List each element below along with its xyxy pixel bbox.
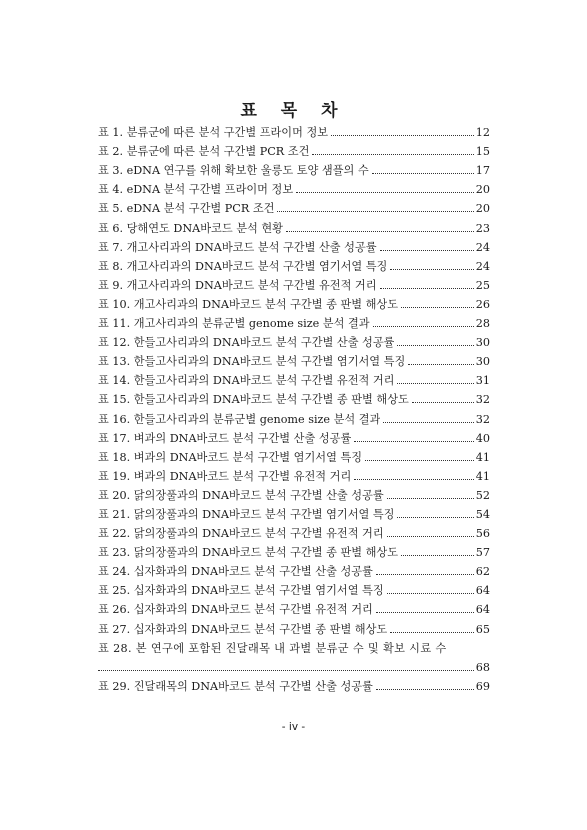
toc-entry-page: 20 <box>475 202 490 216</box>
page-number-footer: - iv - <box>281 721 306 733</box>
toc-entry-page: 64 <box>475 603 490 617</box>
dot-leader <box>397 382 473 384</box>
toc-entry-page: 68 <box>475 660 490 674</box>
toc-entry[interactable] <box>98 120 490 139</box>
toc-entry-page: 26 <box>475 297 490 311</box>
table-of-contents <box>98 120 490 693</box>
toc-entry[interactable] <box>98 139 490 158</box>
dot-leader <box>412 401 474 403</box>
toc-entry-label: 표 13. 한들고사리과의 DNA바코드 분석 구간별 염기서열 특징 <box>98 355 406 369</box>
toc-entry-page: 31 <box>475 374 490 388</box>
toc-entry[interactable] <box>98 426 490 445</box>
toc-entry-page: 15 <box>475 145 490 159</box>
toc-entry[interactable] <box>98 597 490 616</box>
toc-entry[interactable] <box>98 158 490 177</box>
toc-entry-page: 25 <box>475 278 490 292</box>
toc-entry-page: 69 <box>475 679 490 693</box>
dot-leader <box>387 592 474 594</box>
toc-entry[interactable] <box>98 502 490 521</box>
toc-entry-page: 40 <box>475 431 490 445</box>
toc-entry-label: 표 1. 분류군에 따른 분석 구간별 프라이머 정보 <box>98 126 329 140</box>
toc-entry[interactable] <box>98 406 490 425</box>
toc-entry-page: 52 <box>475 488 490 502</box>
toc-entry-page: 23 <box>475 221 490 235</box>
toc-entry-label: 표 21. 닭의장풀과의 DNA바코드 분석 구간별 염기서열 특징 <box>98 507 395 521</box>
toc-entry-page: 24 <box>475 259 490 273</box>
toc-entry-label: 표 27. 십자화과의 DNA바코드 분석 구간별 종 판별 해상도 <box>98 622 388 636</box>
toc-entry-label: 표 4. eDNA 분석 구간별 프라이머 정보 <box>98 183 294 197</box>
dot-leader <box>354 440 474 442</box>
toc-entry[interactable] <box>98 540 490 559</box>
toc-entry-label: 표 3. eDNA 연구를 위해 확보한 울릉도 토양 샘플의 수 <box>98 164 369 178</box>
toc-entry[interactable] <box>98 349 490 368</box>
toc-entry[interactable] <box>98 674 490 693</box>
toc-entry[interactable] <box>98 311 490 330</box>
toc-entry[interactable] <box>98 616 490 635</box>
dot-leader <box>387 535 474 537</box>
toc-entry-page: 54 <box>475 507 490 521</box>
toc-entry[interactable] <box>98 464 490 483</box>
toc-entry-label: 표 15. 한들고사리과의 DNA바코드 분석 구간별 종 판별 해상도 <box>98 393 409 407</box>
toc-entry-page: 57 <box>475 546 490 560</box>
toc-entry-label: 표 23. 닭의장풀과의 DNA바코드 분석 구간별 종 판별 해상도 <box>98 546 399 560</box>
dot-leader <box>277 210 473 212</box>
dot-leader <box>373 325 474 327</box>
dot-leader <box>380 249 474 251</box>
toc-entry[interactable] <box>98 254 490 273</box>
toc-entry-label: 표 14. 한들고사리과의 DNA바코드 분석 구간별 유전적 거리 <box>98 374 395 388</box>
toc-entry-label: 표 22. 닭의장풀과의 DNA바코드 분석 구간별 유전적 거리 <box>98 527 384 541</box>
toc-entry-page: 12 <box>475 126 490 140</box>
toc-entry-label: 표 8. 개고사리과의 DNA바코드 분석 구간별 염기서열 특징 <box>98 259 388 273</box>
toc-entry-label: 표 19. 벼과의 DNA바코드 분석 구간별 유전적 거리 <box>98 469 352 483</box>
toc-entry[interactable] <box>98 387 490 406</box>
dot-leader <box>380 287 474 289</box>
toc-entry-label: 표 11. 개고사리과의 분류군별 genome size 분석 결과 <box>98 317 370 331</box>
toc-entry-page: 62 <box>475 565 490 579</box>
toc-entry-page: 56 <box>475 527 490 541</box>
dot-leader <box>354 478 474 480</box>
dot-leader <box>397 516 473 518</box>
toc-entry-label: 표 18. 벼과의 DNA바코드 분석 구간별 염기서열 특징 <box>98 450 363 464</box>
dot-leader <box>376 573 474 575</box>
dot-leader <box>376 688 474 690</box>
toc-entry[interactable] <box>98 521 490 540</box>
toc-entry-label: 표 10. 개고사리과의 DNA바코드 분석 구간별 종 판별 해상도 <box>98 297 399 311</box>
toc-entry-label: 표 9. 개고사리과의 DNA바코드 분석 구간별 유전적 거리 <box>98 278 377 292</box>
toc-entry-label: 표 7. 개고사리과의 DNA바코드 분석 구간별 산출 성공률 <box>98 240 377 254</box>
page-title: 표 목 차 <box>240 101 347 121</box>
dot-leader <box>390 268 473 270</box>
toc-entry-page: 64 <box>475 584 490 598</box>
dot-leader <box>365 459 474 461</box>
toc-entry-page: 24 <box>475 240 490 254</box>
toc-entry-page: 41 <box>475 469 490 483</box>
toc-entry[interactable] <box>98 215 490 234</box>
dot-leader <box>383 421 473 423</box>
toc-entry[interactable] <box>98 177 490 196</box>
dot-leader <box>98 669 474 671</box>
toc-entry-label: 표 26. 십자화과의 DNA바코드 분석 구간별 유전적 거리 <box>98 603 373 617</box>
toc-entry-label: 표 25. 십자화과의 DNA바코드 분석 구간별 염기서열 특징 <box>98 584 384 598</box>
dot-leader <box>286 230 474 232</box>
toc-entry-label: 표 16. 한들고사리과의 분류군별 genome size 분석 결과 <box>98 412 381 426</box>
toc-entry-page: 30 <box>475 336 490 350</box>
toc-entry-page: 32 <box>475 412 490 426</box>
dot-leader <box>312 153 473 155</box>
dot-leader <box>387 497 474 499</box>
toc-entry[interactable] <box>98 578 490 597</box>
toc-entry[interactable] <box>98 330 490 349</box>
toc-entry-label: 표 12. 한들고사리과의 DNA바코드 분석 구간별 산출 성공률 <box>98 336 395 350</box>
toc-entry-label: 표 5. eDNA 분석 구간별 PCR 조건 <box>98 202 275 216</box>
toc-entry-page: 30 <box>475 355 490 369</box>
toc-entry[interactable] <box>98 273 490 292</box>
dot-leader <box>397 344 473 346</box>
toc-entry-page: 28 <box>475 317 490 331</box>
toc-entry-page: 32 <box>475 393 490 407</box>
dot-leader <box>401 306 474 308</box>
toc-entry[interactable] <box>98 368 490 387</box>
dot-leader <box>372 172 474 174</box>
toc-entry-label: 표 29. 진달래목의 DNA바코드 분석 구간별 산출 성공률 <box>98 679 373 693</box>
toc-entry[interactable] <box>98 292 490 311</box>
dot-leader <box>376 611 474 613</box>
dot-leader <box>408 363 473 365</box>
toc-entry-page: 17 <box>475 164 490 178</box>
dot-leader <box>296 191 474 193</box>
toc-entry-label: 표 6. 당해연도 DNA바코드 분석 현황 <box>98 221 283 235</box>
toc-entry-page: 65 <box>475 622 490 636</box>
toc-entry-page: 41 <box>475 450 490 464</box>
dot-leader <box>331 134 474 136</box>
toc-entry-page: 20 <box>475 183 490 197</box>
dot-leader <box>401 554 474 556</box>
toc-entry[interactable] <box>98 636 490 674</box>
toc-entry[interactable] <box>98 559 490 578</box>
toc-entry[interactable] <box>98 445 490 464</box>
toc-entry[interactable] <box>98 196 490 215</box>
toc-entry[interactable] <box>98 235 490 254</box>
dot-leader <box>390 631 474 633</box>
toc-entry-label: 표 17. 벼과의 DNA바코드 분석 구간별 산출 성공률 <box>98 431 352 445</box>
toc-entry-label: 표 24. 십자화과의 DNA바코드 분석 구간별 산출 성공률 <box>98 565 373 579</box>
toc-entry-label: 표 20. 닭의장풀과의 DNA바코드 분석 구간별 산출 성공률 <box>98 488 384 502</box>
toc-entry[interactable] <box>98 483 490 502</box>
toc-entry-label: 표 28. 본 연구에 포함된 진달래목 내 과별 분류군 수 및 확보 시료 수 <box>98 641 447 655</box>
toc-entry-label: 표 2. 분류군에 따른 분석 구간별 PCR 조건 <box>98 145 310 159</box>
